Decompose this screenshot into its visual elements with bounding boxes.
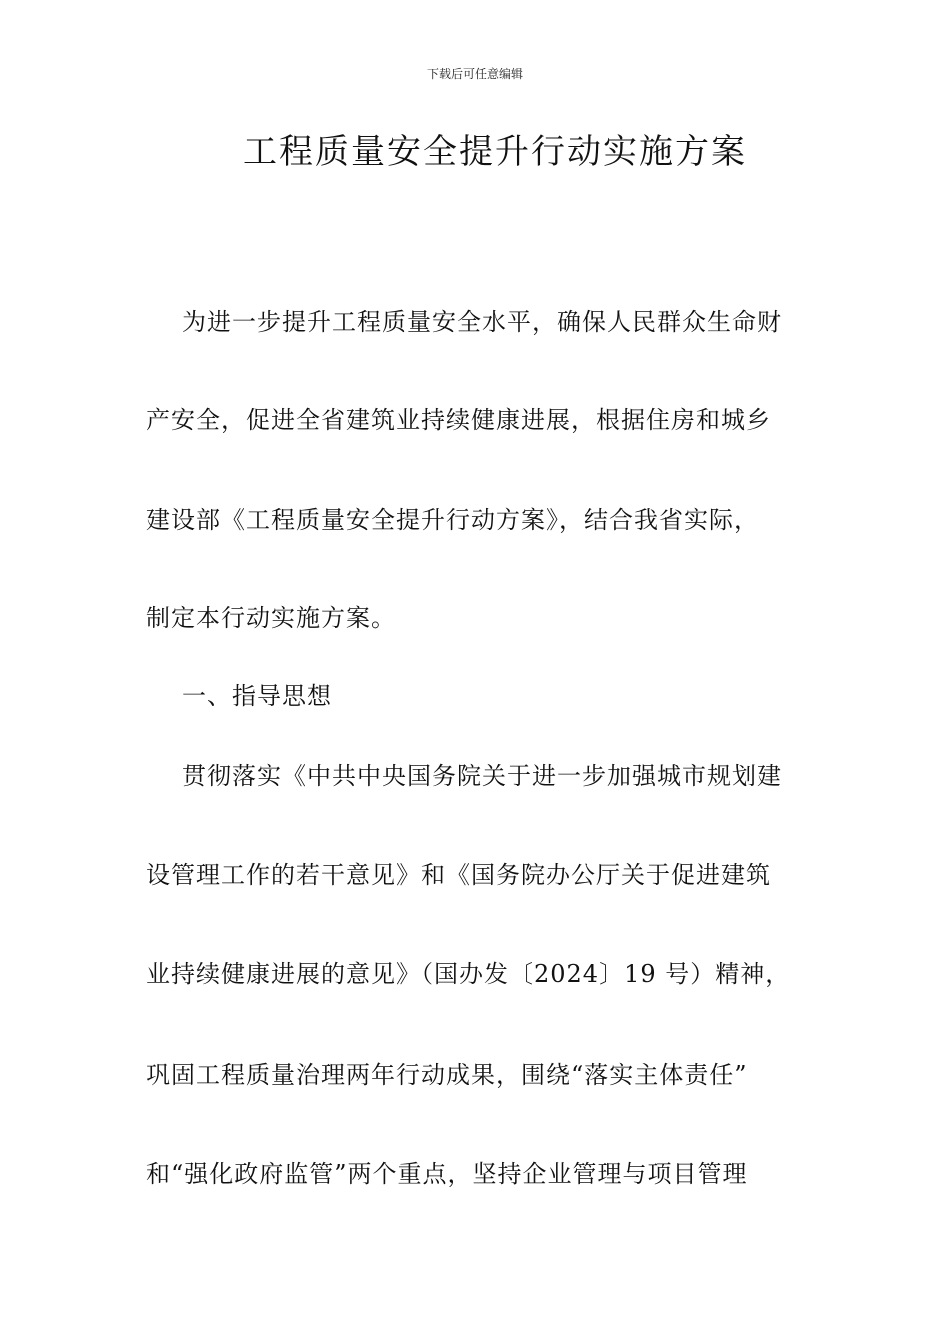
paragraph-line: 设管理工作的若干意见》和《国务院办公厅关于促进建筑 (146, 861, 771, 889)
section-heading: 一、指导思想 (182, 682, 332, 710)
paragraph-line: 巩固工程质量治理两年行动成果，围绕“落实主体责任” (146, 1061, 748, 1089)
document-title: 工程质量安全提升行动实施方案 (243, 132, 747, 172)
paragraph-line: 业持续健康进展的意见》（国办发〔2024〕19 号）精神， (146, 960, 791, 988)
paragraph-line: 制定本行动实施方案。 (146, 604, 396, 632)
paragraph-line: 贯彻落实《中共中央国务院关于进一步加强城市规划建 (182, 762, 782, 790)
paragraph-line: 产安全，促进全省建筑业持续健康进展，根据住房和城乡 (146, 406, 771, 434)
paragraph-line: 建设部《工程质量安全提升行动方案》，结合我省实际， (146, 506, 759, 534)
paragraph-line: 和“强化政府监管”两个重点，坚持企业管理与项目管理 (146, 1160, 748, 1188)
header-note: 下载后可任意编辑 (426, 67, 523, 81)
paragraph-line: 为进一步提升工程质量安全水平，确保人民群众生命财 (182, 308, 782, 336)
